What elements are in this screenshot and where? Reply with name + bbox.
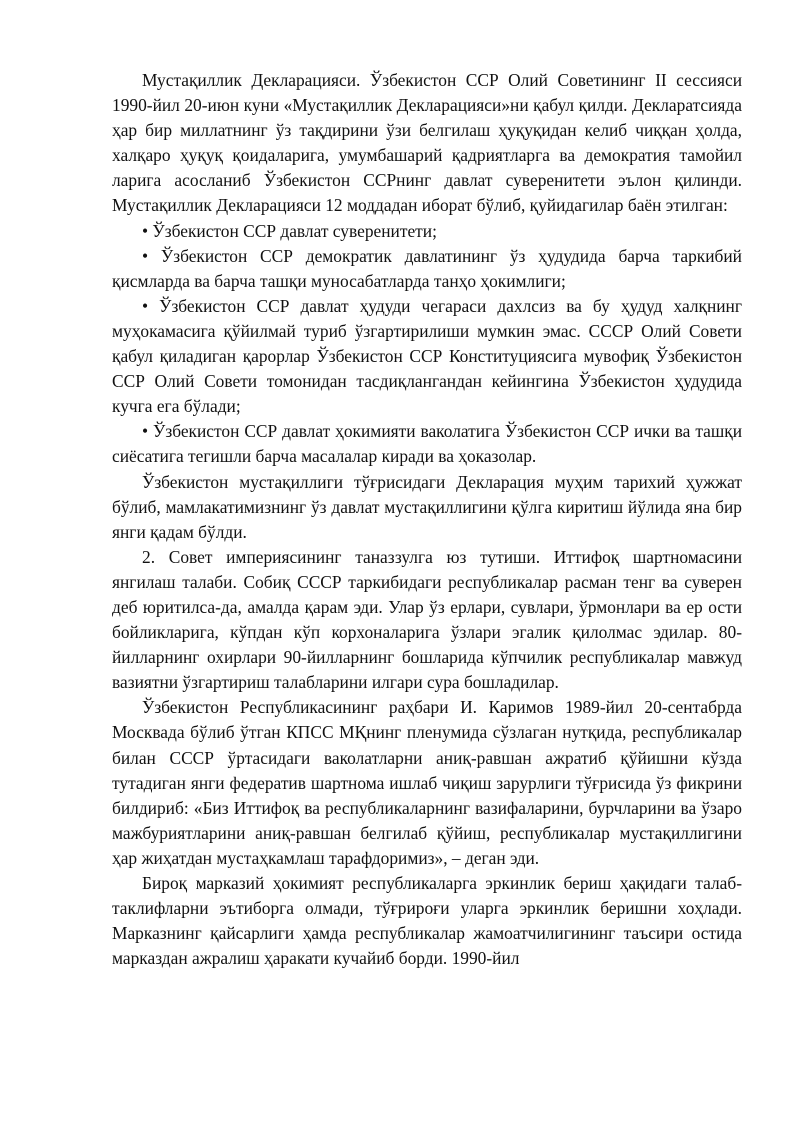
paragraph-section-2: 2. Совет империясининг таназзулга юз тутиши. Иттифоқ шартномасини янгилаш талаби. Собиқ СССР таркибидаги республикалар расман тенг ва суверен деб юритилса-да, амалда қарам эди. Улар ўз ерлари, сувлари, ўрмонлари ва ер ости бойликларига, кўпдан кўп корхоналарига ўзлари эгалик қилолмас эдилар. 80-йилларнинг охирлари 90-йилларнинг бошларида кўпчилик республикалар мавжуд вазиятни ўзгартириш талабларини илгари сура бошладилар. [112, 546, 742, 693]
paragraph-declaration-significance: Ўзбекистон мустақиллиги тўғрисидаги Декларация муҳим тарихий ҳужжат бўлиб, мамлакатимизнинг ўз давлат мустақиллигини қўлга киритиш йўлида яна бир янги қадам бўлди. [112, 471, 742, 542]
paragraph-karimov-speech: Ўзбекистон Республикасининг раҳбари И. Каримов 1989-йил 20-сентабрда Москвада бўлиб ўтган КПСС МҚнинг пленумида сўзлаган нутқида, республикалар билан СССР ўртасидаги ваколатларни аниқ-равшан ажратиб қўйишни кўзда тутадиган янги федератив шартнома ишлаб чиқиш зарурлиги тўғрисида ўз фикрини билдириб: «Биз Иттифоқ ва республикаларнинг вазифаларини, бурчларини ва ўзаро мажбуриятларини аниқ-равшан белгилаб қўйиш, республикалар мустақиллигини ҳар жиҳатдан мустаҳкамлаш тарафдоримиз», – деган эди. [112, 697, 742, 868]
paragraph-declaration-intro: Мустақиллик Декларацияси. Ўзбекистон ССР Олий Советининг II сессияси 1990-йил 20-июн куни «Мустақиллик Декларацияси»ни қабул қилди. Декларатсияда ҳар бир миллатнинг ўз тақдирини ўзи белгилаш ҳуқуқидан келиб чиққан ҳолда, халқаро ҳуқуқ қоидаларига, умумбашарий қадриятларга ва демократия тамойил ларига асосланиб Ўзбекистон ССРнинг давлат суверенитети эълон қилинди. Мустақиллик Декларацияси 12 моддадан иборат бўлиб, қуйидагилар баён этилган: [112, 70, 742, 216]
bullet-item-sovereignty: • Ўзбекистон ССР давлат суверенитети; [142, 220, 437, 241]
bullet-item-territory: • Ўзбекистон ССР давлат ҳудуди чегараси дахлсиз ва бу ҳудуд халқнинг муҳокамасига қўйилмай туриб ўзгартирилиши мумкин эмас. СССР Олий Совети қабул қиладиган қарорлар Ўзбекистон ССР Конституциясига мувофиқ Ўзбекистон ССР Олий Совети томонидан тасдиқлангандан кейингина Ўзбекистон ҳудудида кучга ега бўлади; [112, 295, 742, 417]
bullet-item-policy: • Ўзбекистон ССР давлат ҳокимияти ваколатига Ўзбекистон ССР ички ва ташқи сиёсатига тегишли барча масалалар киради ва ҳоказолар. [112, 421, 742, 467]
bullet-item-authority: • Ўзбекистон ССР демократик давлатининг ўз ҳудудида барча таркибий қисмларда ва барча ташқи муносабатларда танҳо ҳокимлиги; [112, 245, 742, 291]
document-page [112, 68, 742, 971]
paragraph-central-power: Бироқ марказий ҳокимият республикаларга эркинлик бериш ҳақидаги талаб-таклифларни эътиборга олмади, тўғрироғи уларга эркинлик беришни хоҳлади. Марказнинг қайсарлиги ҳамда республикалар жамоатчилигининг таъсири остида марказдан ажралиш ҳаракати кучайиб борди. 1990-йил [112, 873, 742, 969]
